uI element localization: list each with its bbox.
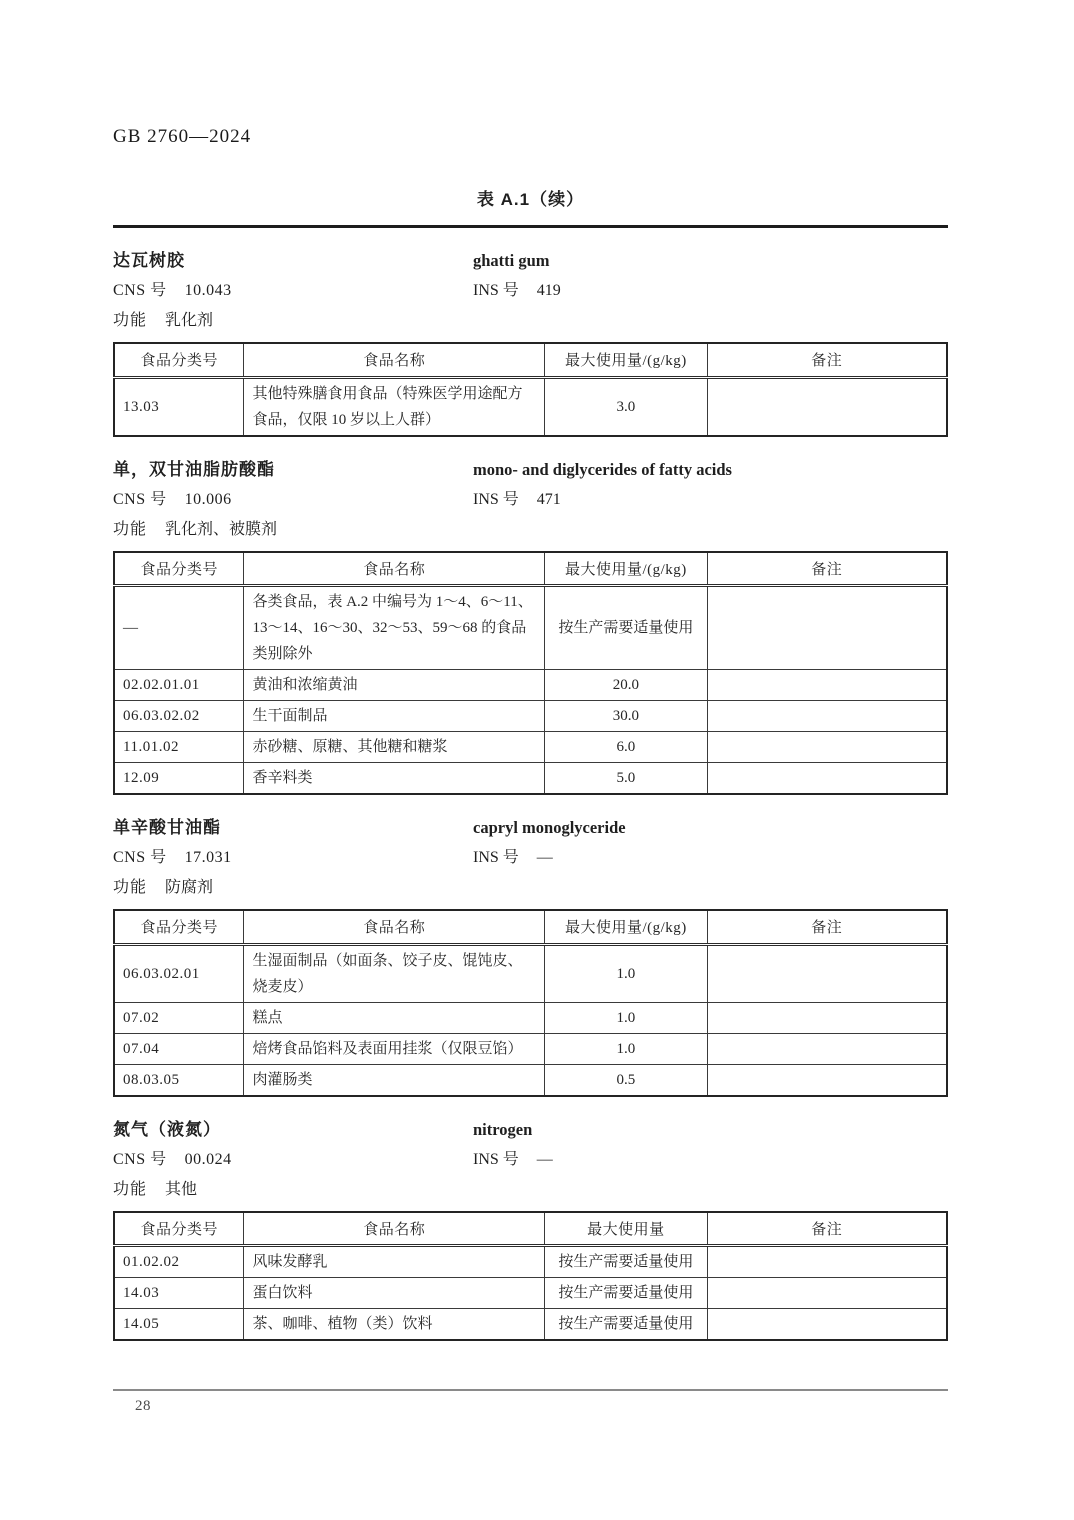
food-category-cell: 06.03.02.02 (114, 701, 244, 732)
cns-number (113, 282, 232, 299)
column-header-max-usage-cell: 最大使用量/(g/kg) (545, 343, 707, 377)
ins-number (473, 485, 561, 515)
food-name-cell: 生湿面制品（如面条、饺子皮、馄饨皮、烧麦皮） (244, 944, 545, 1002)
table-header-row (114, 343, 947, 377)
food-name-cell: 生干面制品 (244, 701, 545, 732)
title-rule (113, 225, 948, 228)
food-category-cell: 11.01.02 (114, 732, 244, 763)
additive-name-cn: 单，双甘油脂肪酸酯 (113, 459, 275, 479)
additive-name-en: nitrogen (473, 1119, 533, 1139)
cns-label: CNS 号 (113, 1150, 167, 1168)
function-value: 其他 (165, 1180, 198, 1198)
remark-cell (707, 1309, 947, 1341)
food-category-cell: 06.03.02.01 (114, 944, 244, 1002)
ins-label: INS 号 (473, 849, 519, 866)
remark-cell (707, 1064, 947, 1096)
column-header-food-category-cell: 食品分类号 (114, 910, 244, 944)
food-name-cell: 其他特殊膳食用食品（特殊医学用途配方食品，仅限 10 岁以上人群） (244, 377, 545, 436)
page-content (113, 0, 948, 1341)
additive-name-en: mono- and diglycerides of fatty acids (473, 459, 732, 479)
additive-name-en: capryl monoglyceride (473, 818, 626, 837)
max-usage-cell: 1.0 (545, 1002, 707, 1033)
cns-number (113, 491, 232, 508)
food-name-cell: 茶、咖啡、植物（类）饮料 (244, 1309, 545, 1341)
food-name-cell: 各类食品，表 A.2 中编号为 1～4、6～11、13～14、16～30、32～53、59～68 的食品类别除外 (244, 586, 545, 670)
table-header-row (114, 910, 947, 944)
table-header-row (114, 552, 947, 586)
usage-table (113, 1211, 948, 1342)
ins-value: — (536, 849, 553, 866)
function-label: 功能 (113, 312, 148, 329)
table-row (114, 732, 947, 763)
additive-code-row (113, 1145, 948, 1175)
remark-cell (707, 1246, 947, 1278)
food-category-cell: 14.05 (114, 1309, 244, 1341)
usage-table (113, 342, 948, 437)
table-row (114, 586, 947, 670)
cns-value: 17.031 (184, 849, 232, 866)
food-name-cell: 蛋白饮料 (244, 1278, 545, 1309)
max-usage-cell: 按生产需要适量使用 (545, 1278, 707, 1309)
additive-code-row (113, 485, 948, 515)
remark-cell (707, 944, 947, 1002)
function-value: 乳化剂 (165, 312, 214, 329)
table-row (114, 701, 947, 732)
additive-name-cn: 单辛酸甘油酯 (113, 818, 221, 837)
food-category-cell: 07.02 (114, 1002, 244, 1033)
food-name-cell: 赤砂糖、原糖、其他糖和糖浆 (244, 732, 545, 763)
max-usage-cell: 20.0 (545, 670, 707, 701)
column-header-food-name-cell: 食品名称 (244, 1212, 545, 1246)
function-label: 功能 (113, 520, 148, 538)
additive-name-cn: 氮气（液氮） (113, 1119, 221, 1139)
table-row (114, 1064, 947, 1096)
cns-label: CNS 号 (113, 282, 167, 299)
max-usage-cell: 1.0 (545, 944, 707, 1002)
function-value: 防腐剂 (165, 879, 214, 896)
additive-section (113, 455, 948, 796)
remark-cell (707, 732, 947, 763)
max-usage-cell: 0.5 (545, 1064, 707, 1096)
ins-value: 419 (536, 282, 561, 299)
remark-cell (707, 1278, 947, 1309)
max-usage-cell: 3.0 (545, 377, 707, 436)
column-header-max-usage-cell: 最大使用量/(g/kg) (545, 910, 707, 944)
table-row (114, 670, 947, 701)
remark-cell (707, 701, 947, 732)
table-header-row (114, 1212, 947, 1246)
column-header-food-category-cell: 食品分类号 (114, 1212, 244, 1246)
cns-value: 10.043 (184, 282, 232, 299)
additive-name-row (113, 1115, 948, 1145)
remark-cell (707, 586, 947, 670)
column-header-max-usage-cell: 最大使用量/(g/kg) (545, 552, 707, 586)
additive-code-row (113, 276, 948, 306)
table-row (114, 1246, 947, 1278)
remark-cell (707, 377, 947, 436)
food-category-cell: 01.02.02 (114, 1246, 244, 1278)
max-usage-cell: 6.0 (545, 732, 707, 763)
table-row (114, 1033, 947, 1064)
table-row (114, 377, 947, 436)
function-row (113, 873, 948, 903)
column-header-max-usage-cell: 最大使用量 (545, 1212, 707, 1246)
cns-number (113, 1151, 232, 1168)
ins-label: INS 号 (473, 1150, 519, 1168)
ins-label: INS 号 (473, 282, 519, 299)
cns-label: CNS 号 (113, 849, 167, 866)
column-header-remark-cell: 备注 (707, 552, 947, 586)
function-row (113, 306, 948, 336)
additive-name-cn: 达瓦树胶 (113, 251, 185, 270)
remark-cell (707, 1033, 947, 1064)
ins-number (473, 843, 553, 873)
table-row (114, 1278, 947, 1309)
max-usage-cell: 30.0 (545, 701, 707, 732)
additive-section (113, 246, 948, 437)
table-continuation-title: 表 A.1（续） (476, 190, 585, 209)
food-category-cell: 14.03 (114, 1278, 244, 1309)
max-usage-cell: 按生产需要适量使用 (545, 1246, 707, 1278)
column-header-food-category-cell: 食品分类号 (114, 552, 244, 586)
function-row (113, 515, 948, 545)
food-category-cell: — (114, 586, 244, 670)
ins-value: 471 (536, 490, 561, 508)
remark-cell (707, 670, 947, 701)
max-usage-cell: 1.0 (545, 1033, 707, 1064)
standard-number: GB 2760—2024 (113, 126, 252, 147)
column-header-food-name-cell: 食品名称 (244, 910, 545, 944)
cns-number (113, 849, 232, 866)
food-name-cell: 糕点 (244, 1002, 545, 1033)
food-category-cell: 02.02.01.01 (114, 670, 244, 701)
ins-value: — (536, 1150, 553, 1168)
table-row (114, 1002, 947, 1033)
food-name-cell: 肉灌肠类 (244, 1064, 545, 1096)
usage-table (113, 909, 948, 1097)
column-header-remark-cell: 备注 (707, 910, 947, 944)
food-name-cell: 焙烤食品馅料及表面用挂浆（仅限豆馅） (244, 1033, 545, 1064)
additive-name-row (113, 455, 948, 485)
function-row (113, 1175, 948, 1205)
cns-label: CNS 号 (113, 490, 167, 508)
food-category-cell: 07.04 (114, 1033, 244, 1064)
table-row (114, 944, 947, 1002)
food-name-cell: 黄油和浓缩黄油 (244, 670, 545, 701)
additive-sections-container (113, 246, 948, 1341)
usage-table (113, 551, 948, 796)
max-usage-cell: 按生产需要适量使用 (545, 1309, 707, 1341)
function-label: 功能 (113, 879, 148, 896)
max-usage-cell: 按生产需要适量使用 (545, 586, 707, 670)
column-header-remark-cell: 备注 (707, 1212, 947, 1246)
additive-section (113, 1115, 948, 1342)
column-header-food-name-cell: 食品名称 (244, 343, 545, 377)
food-name-cell: 风味发酵乳 (244, 1246, 545, 1278)
page-number: 28 (135, 1398, 151, 1414)
ins-number (473, 276, 561, 306)
food-category-cell: 13.03 (114, 377, 244, 436)
column-header-food-category-cell: 食品分类号 (114, 343, 244, 377)
additive-section (113, 813, 948, 1097)
function-label: 功能 (113, 1180, 148, 1198)
ins-label: INS 号 (473, 490, 519, 508)
food-name-cell: 香辛料类 (244, 763, 545, 795)
max-usage-cell: 5.0 (545, 763, 707, 795)
food-category-cell: 08.03.05 (114, 1064, 244, 1096)
cns-value: 10.006 (184, 490, 232, 508)
additive-name-en: ghatti gum (473, 251, 550, 270)
cns-value: 00.024 (184, 1150, 232, 1168)
additive-name-row (113, 246, 948, 276)
additive-code-row (113, 843, 948, 873)
food-category-cell: 12.09 (114, 763, 244, 795)
table-row (114, 1309, 947, 1341)
remark-cell (707, 1002, 947, 1033)
remark-cell (707, 763, 947, 795)
column-header-remark-cell: 备注 (707, 343, 947, 377)
additive-name-row (113, 813, 948, 843)
ins-number (473, 1145, 553, 1175)
table-row (114, 763, 947, 795)
function-value: 乳化剂、被膜剂 (165, 520, 278, 538)
footer-rule (113, 1389, 948, 1391)
column-header-food-name-cell: 食品名称 (244, 552, 545, 586)
